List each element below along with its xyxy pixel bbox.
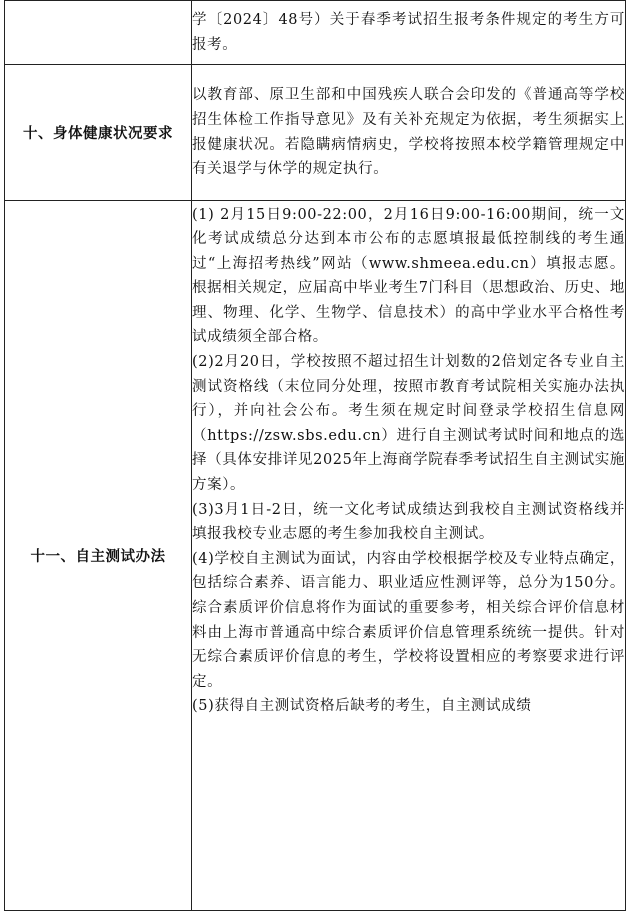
- row-label-self-test-method: 十一、自主测试办法: [5, 201, 192, 911]
- admission-rules-table: [4, 0, 626, 911]
- paragraph: (2)2月20日，学校按照不超过招生计划数的2倍划定各专业自主测试资格线（末位同分处理，按照市教育考试院相关实施办法执行），并向社会公布。考生须在规定时间登录学校招生信息网（https://zsw.sbs.edu.cn）进行自主测试考试时间和地点的选择（具体安排详见2025年上海商学院春季考试招生自主测试实施方案）。: [192, 354, 625, 494]
- table-row: [5, 65, 626, 201]
- row-content: [192, 65, 626, 201]
- row-label: [5, 1, 192, 65]
- paragraph: (3)3月1日-2日，统一文化考试成绩达到我校自主测试资格线并填报我校专业志愿的考生参加我校自主测试。: [192, 501, 625, 543]
- paragraph: 学〔2024〕48号）关于春季考试招生报考条件规定的考生方可报考。: [192, 11, 625, 53]
- content-clip: [192, 203, 625, 909]
- paragraph: (4)学校自主测试为面试，内容由学校根据学校及专业特点确定，包括综合素养、语言能力、职业适应性测评等，总分为150分。综合素质评价信息将作为面试的重要参考，相关综合评价信息材料由上海市普通高中综合素质评价信息管理系统统一提供。针对无综合素质评价信息的考生，学校将设置相应的考察要求进行评定。: [192, 550, 625, 690]
- table-row: [5, 201, 626, 911]
- paragraph: 以教育部、原卫生部和中国残疾人联合会印发的《普通高等学校招生体检工作指导意见》及有关补充规定为依据，考生须据实上报健康状况。若隐瞒病情病史，学校将按照本校学籍管理规定中有关退学与休学的规定执行。: [192, 87, 625, 178]
- paragraph: (1) 2月15日9:00-22:00，2月16日9:00-16:00期间，统一文化考试成绩总分达到本市公布的志愿填报最低控制线的考生通过“上海招考热线”网站（www.shmeea.edu.cn）填报志愿。根据相关规定，应届高中毕业考生7门科目（思想政治、历史、地理、物理、化学、生物学、信息技术）的高中学业水平合格性考试成绩须全部合格。: [192, 206, 625, 346]
- table-row: [5, 1, 626, 65]
- paragraph: (5)获得自主测试资格后缺考的考生，自主测试成绩: [192, 698, 532, 715]
- row-content: [192, 201, 626, 911]
- row-label-health-requirements: 十、身体健康状况要求: [5, 65, 192, 201]
- row-content: [192, 1, 626, 65]
